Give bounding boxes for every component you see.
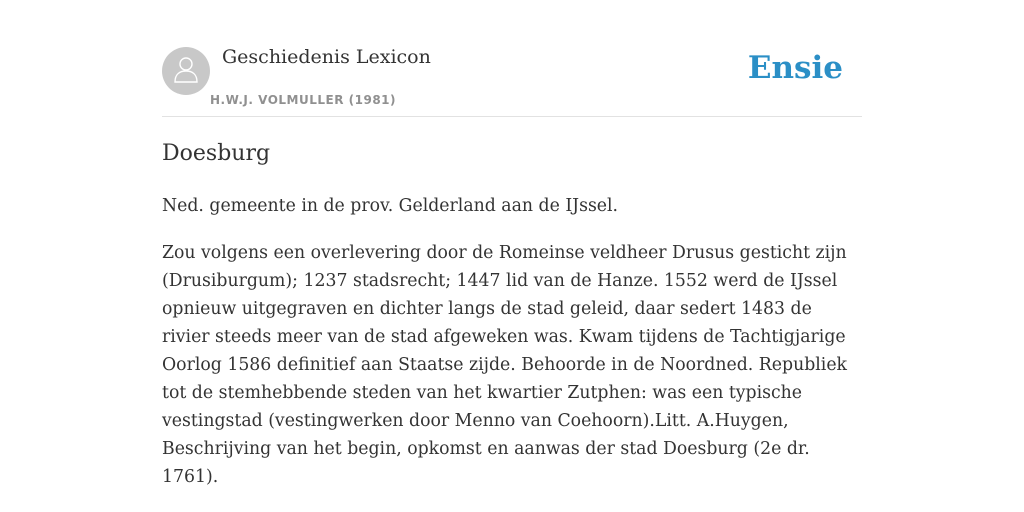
author-name[interactable]: H.W.J. VOLMULLER (1981) bbox=[210, 93, 397, 107]
page-header bbox=[162, 44, 862, 117]
article-title: Doesburg bbox=[162, 141, 271, 166]
article-paragraph: Ned. gemeente in de prov. Gelderland aan de IJssel. bbox=[162, 196, 619, 216]
brand-logo[interactable]: Ensie bbox=[747, 50, 843, 86]
article bbox=[162, 138, 862, 491]
book-title[interactable]: Geschiedenis Lexicon bbox=[222, 46, 431, 68]
user-silhouette-icon bbox=[171, 54, 201, 88]
article-paragraph: Zou volgens een overlevering door de Romeinse veldheer Drusus gesticht zijn (Drusiburgum); 1237 stadsrecht; 1447 lid van de Hanze. 1552 werd de IJssel opnieuw uitgegraven en dichter langs de stad geleid, daar sedert 1483 de rivier steeds meer van de stad afgeweken was. Kwam tijdens de Tachtigjarige Oorlog 1586 definitief aan Staatse zijde. Behoorde in de Noordned. Republiek tot de stemhebbende steden van het kwartier Zutphen: was een typische vestingstad (vestingwerken door Menno van Coehoorn).Litt. A.Huygen, Beschrijving van het begin, opkomst en aanwas der stad Doesburg (2e dr. 1761). bbox=[162, 243, 848, 487]
author-avatar[interactable] bbox=[162, 47, 210, 95]
